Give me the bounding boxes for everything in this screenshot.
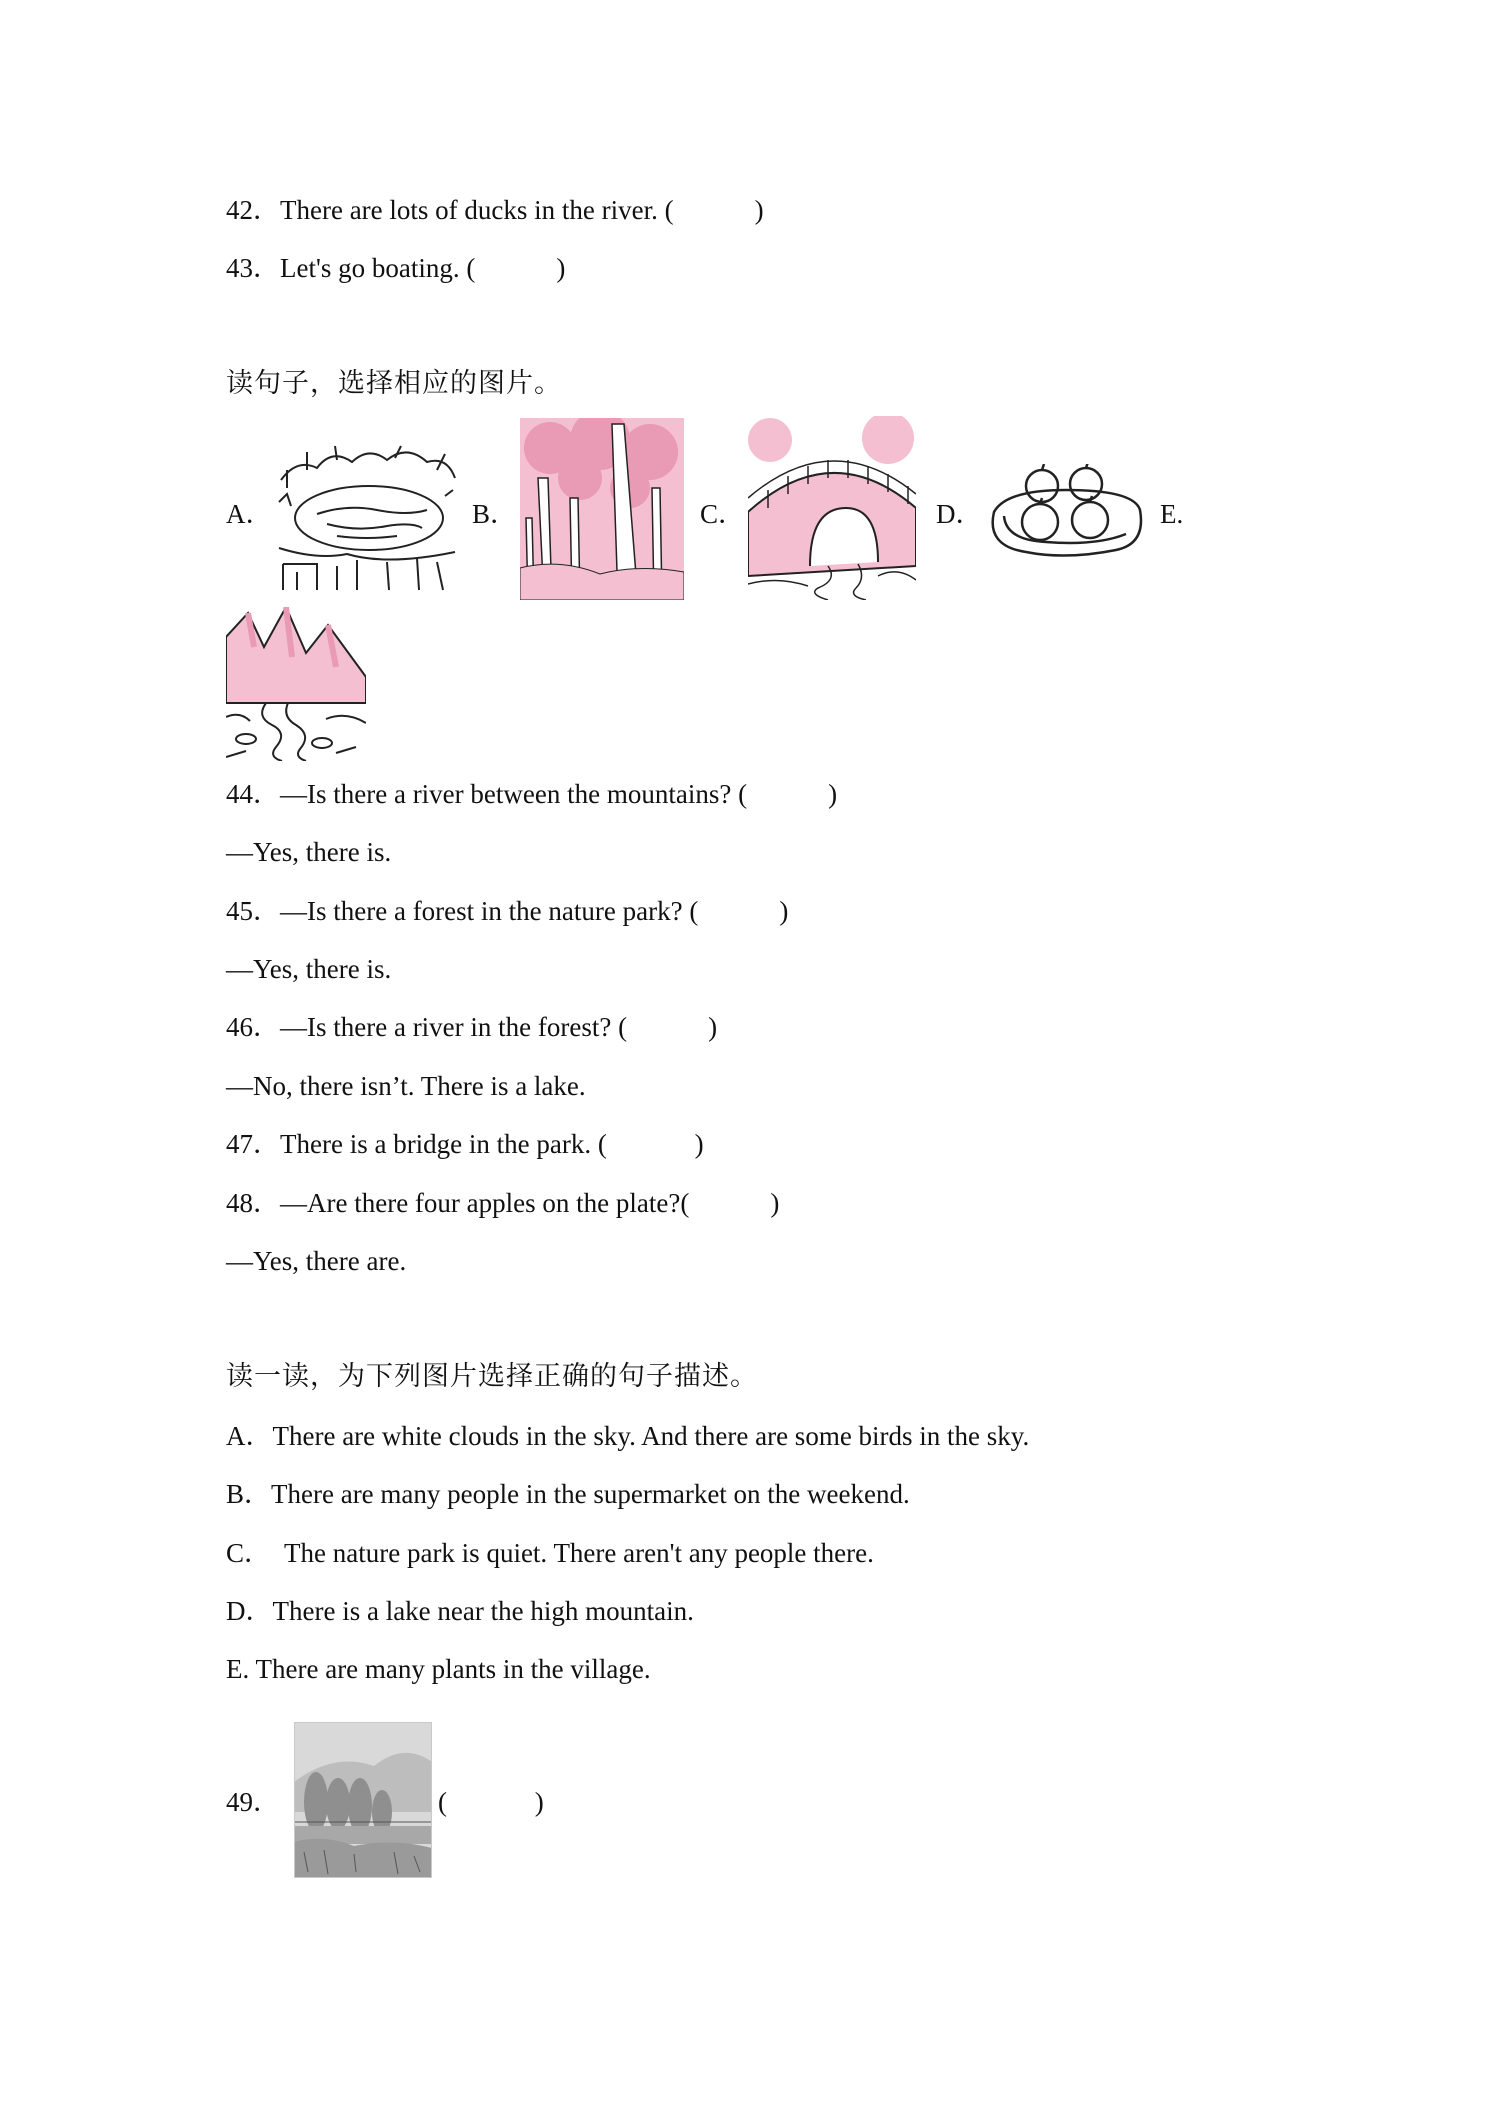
- question-43: 43．Let's go boating. ( ): [226, 253, 566, 283]
- question-42: 42．There are lots of ducks in the river. ( ): [226, 195, 764, 225]
- sentence-a: A．There are white clouds in the sky. And there are some birds in the sky.: [226, 1421, 1030, 1451]
- mountains-river-picture: [226, 607, 366, 761]
- option-d-label: D．: [936, 499, 983, 529]
- question-46: 46．—Is there a river in the forest? ( ): [226, 1012, 718, 1042]
- sentence-e: E. There are many plants in the village.: [226, 1654, 651, 1684]
- forest-picture: [520, 418, 684, 600]
- question-47: 47．There is a bridge in the park. ( ): [226, 1129, 704, 1159]
- sentence-d: D．There is a lake near the high mountain.: [226, 1596, 694, 1626]
- question-45: 45．—Is there a forest in the nature park? ( ): [226, 896, 789, 926]
- lake-picture: [277, 440, 457, 592]
- section3-instruction: 读一读，为下列图片选择正确的句子描述。: [226, 1361, 758, 1392]
- sentence-b: B．There are many people in the supermarket on the weekend.: [226, 1479, 910, 1509]
- option-c-label: C．: [700, 499, 746, 529]
- option-e-label: E.: [1160, 499, 1184, 529]
- answer-48: —Yes, there are.: [226, 1246, 407, 1276]
- sentence-c: C． The nature park is quiet. There aren't any people there.: [226, 1538, 874, 1568]
- answer-45: —Yes, there is.: [226, 954, 392, 984]
- answer-44: —Yes, there is.: [226, 837, 392, 867]
- question-48: 48．—Are there four apples on the plate?( ): [226, 1188, 780, 1218]
- question-49-blank: ( ): [438, 1787, 544, 1817]
- apples-plate-picture: [986, 464, 1146, 560]
- bridge-picture: [748, 416, 916, 600]
- answer-46: —No, there isn’t. There is a lake.: [226, 1071, 586, 1101]
- option-b-label: B．: [472, 499, 518, 529]
- option-a-label: A．: [226, 499, 273, 529]
- mountain-lake-picture: [294, 1722, 432, 1878]
- section2-instruction: 读句子，选择相应的图片。: [226, 368, 562, 399]
- question-44: 44．—Is there a river between the mountains? ( ): [226, 779, 838, 809]
- question-49-number: 49．: [226, 1787, 280, 1817]
